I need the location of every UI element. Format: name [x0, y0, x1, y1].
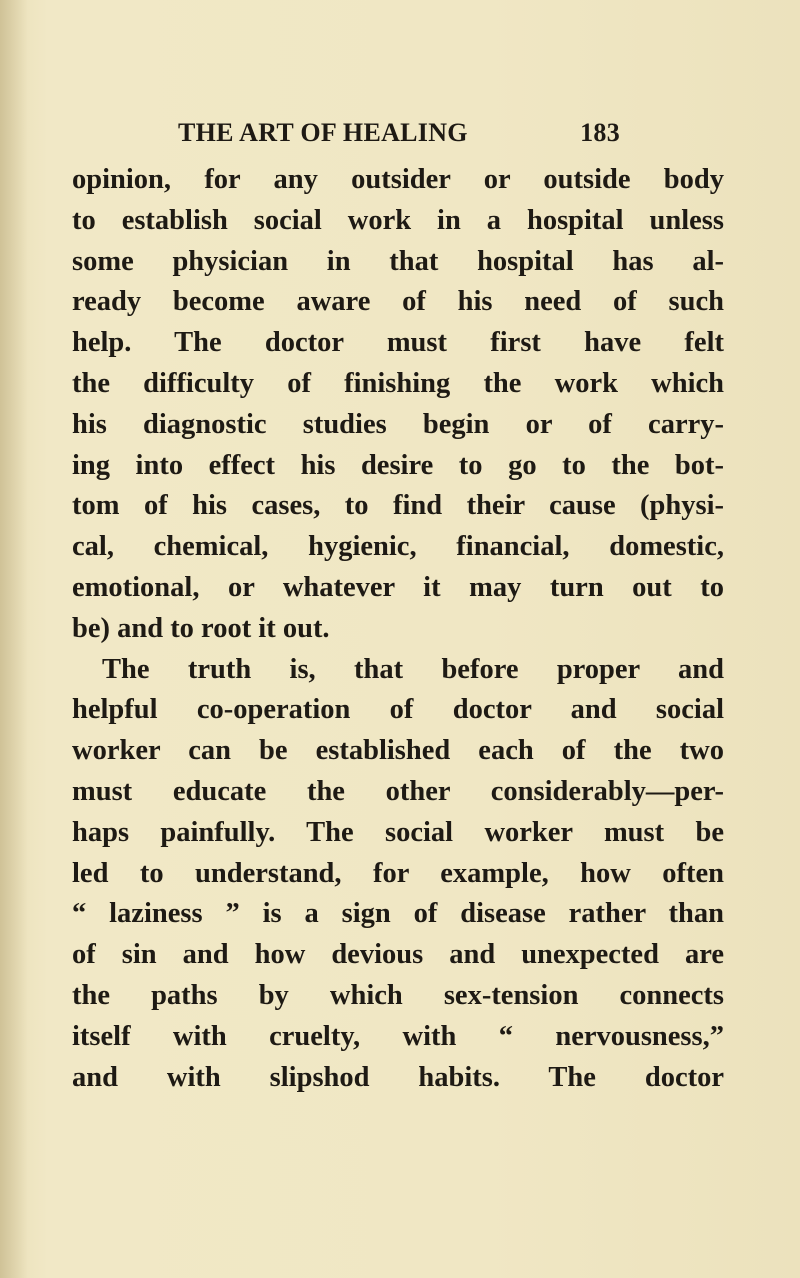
text-line: to establish social work in a hospital unless	[72, 204, 724, 236]
text-line: the difficulty of finishing the work which	[72, 367, 724, 399]
body-text	[72, 160, 724, 1098]
text-line: help. The doctor must first have felt	[72, 327, 724, 359]
text-line: worker can be established each of the two	[72, 735, 724, 767]
text-line: of sin and how devious and unexpected are	[72, 939, 724, 971]
text-line: the paths by which sex-tension connects	[72, 979, 724, 1011]
text-line: some physician in that hospital has al-	[72, 245, 724, 277]
text-line: helpful co-operation of doctor and social	[72, 694, 724, 726]
text-line: cal, chemical, hygienic, financial, domestic,	[72, 531, 724, 563]
running-header	[178, 118, 620, 152]
text-line: emotional, or whatever it may turn out to	[72, 571, 724, 603]
text-line: tom of his cases, to find their cause (physi-	[72, 490, 724, 522]
text-line: and with slipshod habits. The doctor	[72, 1061, 724, 1093]
gutter-shadow	[0, 0, 28, 1278]
text-line: haps painfully. The social worker must be	[72, 816, 724, 848]
text-line: ing into effect his desire to go to the bot-	[72, 449, 724, 481]
text-line: be) and to root it out.	[72, 612, 330, 644]
text-line: ready become aware of his need of such	[72, 286, 724, 318]
text-line: The truth is, that before proper and	[102, 653, 724, 685]
page-number: 183	[580, 118, 620, 147]
text-line: “ laziness ” is a sign of disease rather than	[72, 898, 724, 930]
text-line: his diagnostic studies begin or of carry-	[72, 408, 724, 440]
text-line: opinion, for any outsider or outside body	[72, 164, 724, 195]
text-line: must educate the other considerably—per-	[72, 775, 724, 807]
text-line: itself with cruelty, with “ nervousness,”	[72, 1020, 724, 1052]
text-line: led to understand, for example, how often	[72, 857, 724, 889]
running-title: THE ART OF HEALING	[178, 118, 468, 147]
